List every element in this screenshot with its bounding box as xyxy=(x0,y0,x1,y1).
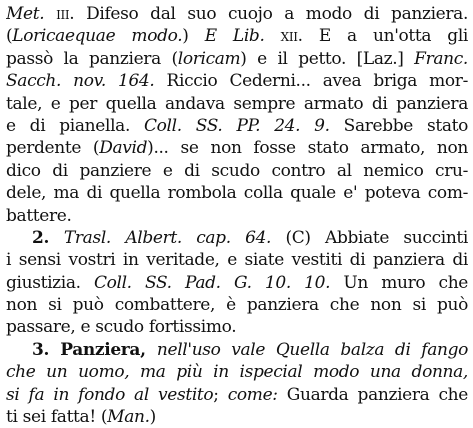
text-line xyxy=(6,70,468,92)
text-run: . E a un'otta gli xyxy=(297,26,468,47)
text-run: e di pianella. xyxy=(6,115,144,136)
text-line xyxy=(6,25,468,47)
text-line xyxy=(6,406,468,428)
text-line xyxy=(6,316,468,338)
text-line xyxy=(6,160,468,182)
text-line xyxy=(6,115,468,137)
text-run: perdente ( xyxy=(6,138,100,159)
text-run: passare, e scudo fortissimo. xyxy=(6,317,237,338)
text-run: che un uomo, ma più in ispecial modo una donna, xyxy=(6,362,468,383)
text-run: (C) Abbiate succinti xyxy=(271,227,468,248)
text-run: Sacch. nov. 164. xyxy=(6,71,155,92)
text-run: Trasl. Albert. cap. 64. xyxy=(63,227,272,248)
text-run: . Difeso dal suo cuojo a modo di panziera. xyxy=(69,4,468,24)
text-run: )... se non fosse stato armato, non xyxy=(147,138,468,159)
text-run: ti sei fatta! ( xyxy=(6,407,108,428)
text-run: ) e il petto. [Laz.] xyxy=(240,48,415,69)
text-run: giustizia. xyxy=(6,272,94,293)
text-run: passò la panziera ( xyxy=(6,48,178,69)
text-run: 2. xyxy=(32,227,64,248)
text-run: ) xyxy=(182,26,205,47)
text-run: xii xyxy=(280,26,298,47)
text-line xyxy=(6,339,468,361)
text-run: Coll. SS. Pad. G. 10. 10. xyxy=(93,272,331,293)
text-run: Guarda panziera che xyxy=(277,384,468,405)
text-run: si fa in fondo al vestito xyxy=(6,384,214,405)
text-run: ) xyxy=(149,407,156,428)
text-run: ; xyxy=(213,384,228,405)
text-line xyxy=(6,361,468,383)
text-run: Man. xyxy=(107,407,150,428)
text-line xyxy=(6,48,468,70)
text-run: ( xyxy=(6,26,13,47)
text-run: Un muro che xyxy=(330,272,468,293)
text-line xyxy=(6,294,468,316)
text-line xyxy=(6,272,468,294)
text-run: dico di panziere e di scudo contro al nemico cru- xyxy=(6,160,468,181)
text-line xyxy=(6,227,468,249)
text-run: Met. xyxy=(6,4,57,24)
text-run: battere. xyxy=(6,205,72,226)
text-run: come: xyxy=(227,384,278,405)
text-run: i sensi vostri in veritade, e siate vestiti di panziera di xyxy=(6,250,468,271)
text-run: Loricaequae modo. xyxy=(12,26,183,47)
text-line xyxy=(6,249,468,271)
text-run: dele, ma di quella rombola colla quale e' poteva com- xyxy=(6,183,468,204)
text-run: David xyxy=(99,138,148,159)
text-line xyxy=(6,93,468,115)
text-run: 3. Panziera, xyxy=(32,339,157,360)
text-run: Riccio Cederni... avea briga mor- xyxy=(154,71,468,92)
text-run: Coll. SS. PP. 24. 9. xyxy=(143,115,330,136)
text-run: loricam xyxy=(177,48,241,69)
text-line xyxy=(6,205,468,227)
text-run: nell'uso vale Quella balza di fango xyxy=(156,339,468,360)
text-line xyxy=(6,137,468,159)
text-line xyxy=(6,182,468,204)
text-run: Sarebbe stato xyxy=(329,115,468,136)
text-run: E Lib. xyxy=(204,26,281,47)
text-run: Franc. xyxy=(414,48,468,69)
text-line xyxy=(6,384,468,406)
text-line xyxy=(6,3,468,25)
text-run: tale, e per quella andava sempre armato di panziera xyxy=(6,93,468,114)
text-run: iii xyxy=(56,4,70,24)
text-run: non si può combattere, è panziera che non si può xyxy=(6,295,468,316)
